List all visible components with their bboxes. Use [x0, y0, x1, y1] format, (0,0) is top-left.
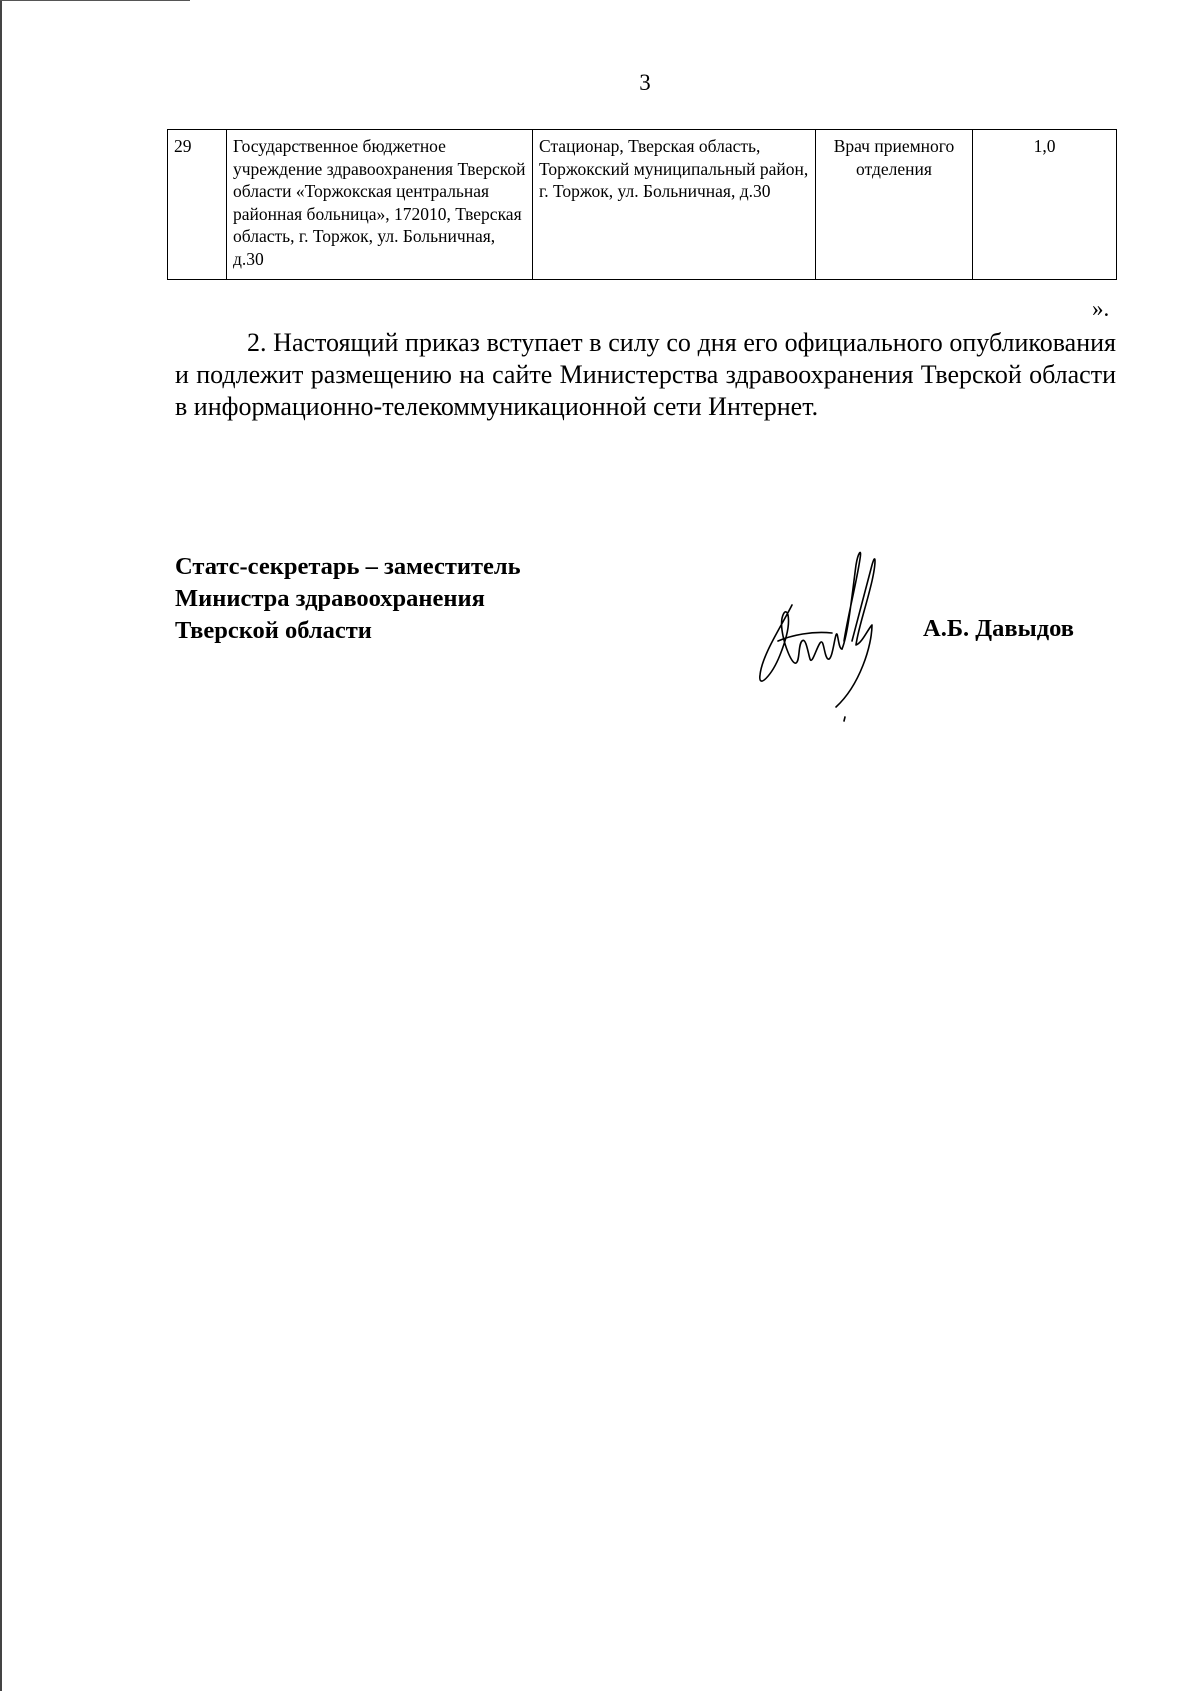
signer-title — [175, 551, 521, 647]
page-number: 3 — [639, 70, 651, 95]
paragraph-2: 2. Настоящий приказ вступает в силу со дня его официального опубликования и подлежит размещению на сайте Министерства здравоохранения Тверской области в информационно-телекоммуникационной сети Интернет. — [175, 328, 1116, 421]
signer-title-line-2: Министра здравоохранения — [175, 585, 485, 612]
signer-title-line-3: Тверской области — [175, 617, 372, 644]
position-cell: Врач приемного отделения — [816, 130, 973, 280]
address-cell: Стационар, Тверская область, Торжокский муниципальный район, г. Торжок, ул. Больничная, д.30 — [533, 130, 816, 280]
closing-quote: ». — [1092, 296, 1110, 321]
table-row — [168, 130, 1117, 280]
handwritten-signature — [752, 545, 912, 725]
signer-title-line-1: Статс-секретарь – заместитель — [175, 553, 521, 580]
signer-name: А.Б. Давыдов — [923, 615, 1074, 642]
scan-top-edge — [0, 0, 190, 1]
scan-edge-line — [0, 0, 2, 1691]
organization-cell: Государственное бюджетное учреждение здравоохранения Тверской области «Торжокская центральная районная больница», 172010, Тверская область, г. Торжок, ул. Больничная, д.30 — [227, 130, 533, 280]
row-number-cell: 29 — [168, 130, 227, 280]
vacancy-table — [167, 129, 1117, 280]
rate-cell: 1,0 — [973, 130, 1117, 280]
